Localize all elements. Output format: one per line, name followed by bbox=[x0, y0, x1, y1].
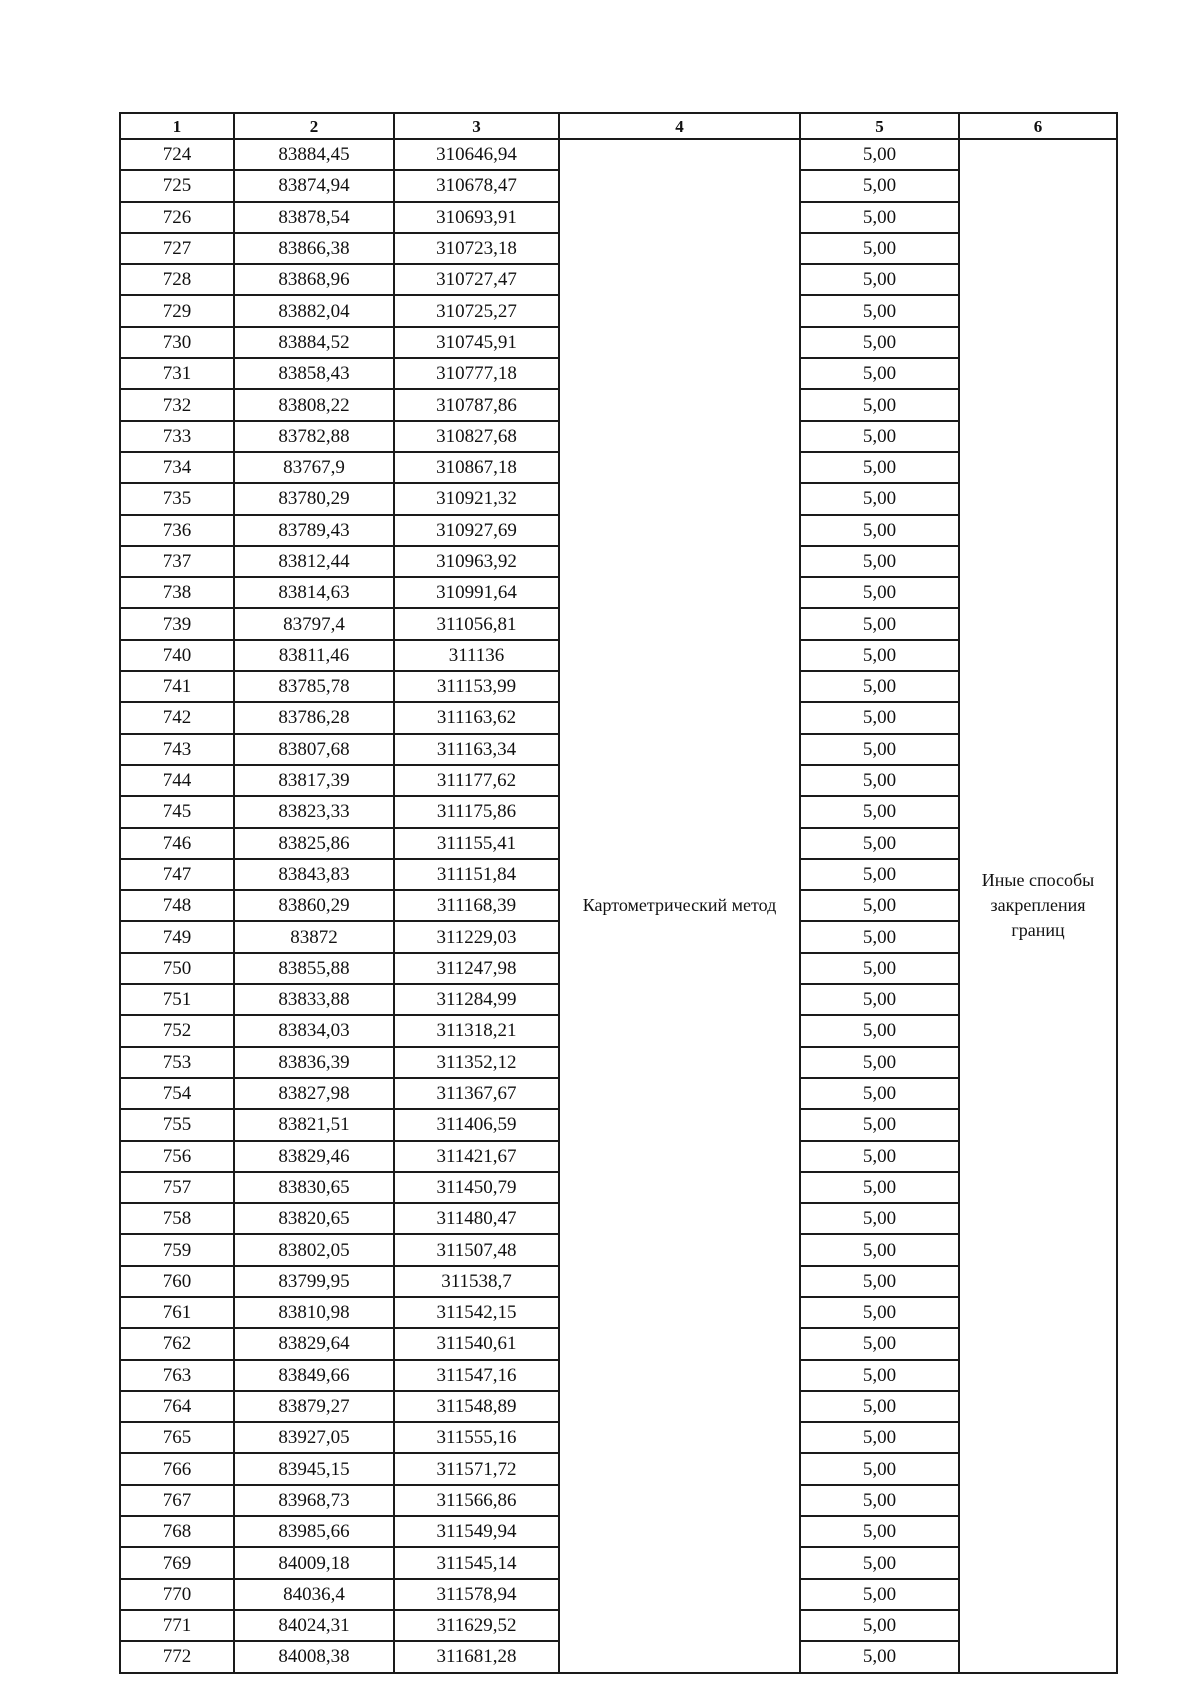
accuracy-cell: 5,00 bbox=[800, 1516, 959, 1547]
coordinate-y-cell: 310921,32 bbox=[394, 483, 559, 514]
coordinate-y-cell: 310693,91 bbox=[394, 202, 559, 233]
coordinate-x-cell: 83817,39 bbox=[234, 765, 394, 796]
coordinate-x-cell: 83866,38 bbox=[234, 233, 394, 264]
accuracy-cell: 5,00 bbox=[800, 1579, 959, 1610]
coordinate-x-cell: 83827,98 bbox=[234, 1078, 394, 1109]
accuracy-cell: 5,00 bbox=[800, 765, 959, 796]
coordinate-x-cell: 83884,52 bbox=[234, 327, 394, 358]
coordinate-x-cell: 83874,94 bbox=[234, 170, 394, 201]
coordinate-y-cell: 310787,86 bbox=[394, 389, 559, 420]
accuracy-cell: 5,00 bbox=[800, 1610, 959, 1641]
point-number-cell: 763 bbox=[120, 1360, 234, 1391]
coordinate-y-cell: 311318,21 bbox=[394, 1015, 559, 1046]
coordinate-y-cell: 311681,28 bbox=[394, 1641, 559, 1672]
point-number-cell: 744 bbox=[120, 765, 234, 796]
coordinate-y-cell: 311177,62 bbox=[394, 765, 559, 796]
point-number-cell: 750 bbox=[120, 953, 234, 984]
accuracy-cell: 5,00 bbox=[800, 859, 959, 890]
table-body bbox=[120, 139, 1117, 1673]
coordinate-x-cell: 84024,31 bbox=[234, 1610, 394, 1641]
coordinate-y-cell: 310646,94 bbox=[394, 139, 559, 170]
coordinate-y-cell: 310867,18 bbox=[394, 452, 559, 483]
point-number-cell: 747 bbox=[120, 859, 234, 890]
accuracy-cell: 5,00 bbox=[800, 734, 959, 765]
coordinate-y-cell: 311450,79 bbox=[394, 1172, 559, 1203]
coordinate-y-cell: 310725,27 bbox=[394, 295, 559, 326]
table-row bbox=[120, 139, 1117, 170]
accuracy-cell: 5,00 bbox=[800, 546, 959, 577]
coordinate-x-cell: 83785,78 bbox=[234, 671, 394, 702]
point-number-cell: 759 bbox=[120, 1234, 234, 1265]
coordinate-y-cell: 311555,16 bbox=[394, 1422, 559, 1453]
point-number-cell: 730 bbox=[120, 327, 234, 358]
point-number-cell: 724 bbox=[120, 139, 234, 170]
coordinate-y-cell: 310963,92 bbox=[394, 546, 559, 577]
column-header-3: 3 bbox=[394, 113, 559, 139]
accuracy-cell: 5,00 bbox=[800, 671, 959, 702]
coordinate-x-cell: 83829,64 bbox=[234, 1328, 394, 1359]
column-header-5: 5 bbox=[800, 113, 959, 139]
point-number-cell: 771 bbox=[120, 1610, 234, 1641]
accuracy-cell: 5,00 bbox=[800, 483, 959, 514]
coordinate-y-cell: 310827,68 bbox=[394, 421, 559, 452]
accuracy-cell: 5,00 bbox=[800, 1422, 959, 1453]
coordinate-x-cell: 83811,46 bbox=[234, 640, 394, 671]
point-number-cell: 738 bbox=[120, 577, 234, 608]
accuracy-cell: 5,00 bbox=[800, 1078, 959, 1109]
coordinate-y-cell: 311175,86 bbox=[394, 796, 559, 827]
point-number-cell: 752 bbox=[120, 1015, 234, 1046]
coordinate-y-cell: 311406,59 bbox=[394, 1109, 559, 1140]
coordinate-y-cell: 311545,14 bbox=[394, 1547, 559, 1578]
accuracy-cell: 5,00 bbox=[800, 1641, 959, 1672]
accuracy-cell: 5,00 bbox=[800, 640, 959, 671]
coordinate-y-cell: 311155,41 bbox=[394, 828, 559, 859]
coordinate-x-cell: 83786,28 bbox=[234, 702, 394, 733]
accuracy-cell: 5,00 bbox=[800, 1360, 959, 1391]
accuracy-cell: 5,00 bbox=[800, 389, 959, 420]
point-number-cell: 770 bbox=[120, 1579, 234, 1610]
coordinate-x-cell: 83797,4 bbox=[234, 608, 394, 639]
accuracy-cell: 5,00 bbox=[800, 1141, 959, 1172]
point-number-cell: 760 bbox=[120, 1266, 234, 1297]
coordinate-y-cell: 311163,34 bbox=[394, 734, 559, 765]
coordinate-x-cell: 83927,05 bbox=[234, 1422, 394, 1453]
point-number-cell: 757 bbox=[120, 1172, 234, 1203]
point-number-cell: 769 bbox=[120, 1547, 234, 1578]
coordinate-y-cell: 311538,7 bbox=[394, 1266, 559, 1297]
coordinate-x-cell: 83985,66 bbox=[234, 1516, 394, 1547]
point-number-cell: 725 bbox=[120, 170, 234, 201]
coordinate-y-cell: 311056,81 bbox=[394, 608, 559, 639]
coordinate-x-cell: 83868,96 bbox=[234, 264, 394, 295]
coordinate-x-cell: 83782,88 bbox=[234, 421, 394, 452]
coordinate-y-cell: 311163,62 bbox=[394, 702, 559, 733]
coordinate-y-cell: 310723,18 bbox=[394, 233, 559, 264]
coordinate-x-cell: 83836,39 bbox=[234, 1047, 394, 1078]
accuracy-cell: 5,00 bbox=[800, 515, 959, 546]
coordinate-x-cell: 83799,95 bbox=[234, 1266, 394, 1297]
accuracy-cell: 5,00 bbox=[800, 1015, 959, 1046]
accuracy-cell: 5,00 bbox=[800, 327, 959, 358]
coordinate-x-cell: 83945,15 bbox=[234, 1453, 394, 1484]
accuracy-cell: 5,00 bbox=[800, 1203, 959, 1234]
accuracy-cell: 5,00 bbox=[800, 358, 959, 389]
coordinate-x-cell: 83872 bbox=[234, 921, 394, 952]
coordinate-x-cell: 83812,44 bbox=[234, 546, 394, 577]
header-row bbox=[120, 113, 1117, 139]
coordinate-y-cell: 311548,89 bbox=[394, 1391, 559, 1422]
accuracy-cell: 5,00 bbox=[800, 608, 959, 639]
accuracy-cell: 5,00 bbox=[800, 796, 959, 827]
coordinate-x-cell: 84036,4 bbox=[234, 1579, 394, 1610]
coordinate-x-cell: 84009,18 bbox=[234, 1547, 394, 1578]
coordinate-x-cell: 83810,98 bbox=[234, 1297, 394, 1328]
coordinate-y-cell: 311247,98 bbox=[394, 953, 559, 984]
accuracy-cell: 5,00 bbox=[800, 233, 959, 264]
point-number-cell: 756 bbox=[120, 1141, 234, 1172]
coordinate-x-cell: 83789,43 bbox=[234, 515, 394, 546]
accuracy-cell: 5,00 bbox=[800, 1047, 959, 1078]
accuracy-cell: 5,00 bbox=[800, 921, 959, 952]
coordinate-x-cell: 84008,38 bbox=[234, 1641, 394, 1672]
coordinate-x-cell: 83780,29 bbox=[234, 483, 394, 514]
coordinate-y-cell: 311547,16 bbox=[394, 1360, 559, 1391]
coordinate-y-cell: 311578,94 bbox=[394, 1579, 559, 1610]
point-number-cell: 734 bbox=[120, 452, 234, 483]
coordinate-x-cell: 83814,63 bbox=[234, 577, 394, 608]
coordinate-y-cell: 311367,67 bbox=[394, 1078, 559, 1109]
accuracy-cell: 5,00 bbox=[800, 139, 959, 170]
coordinate-y-cell: 311629,52 bbox=[394, 1610, 559, 1641]
point-number-cell: 737 bbox=[120, 546, 234, 577]
point-number-cell: 755 bbox=[120, 1109, 234, 1140]
point-number-cell: 733 bbox=[120, 421, 234, 452]
coordinate-x-cell: 83843,83 bbox=[234, 859, 394, 890]
accuracy-cell: 5,00 bbox=[800, 1297, 959, 1328]
coordinate-x-cell: 83767,9 bbox=[234, 452, 394, 483]
accuracy-cell: 5,00 bbox=[800, 1547, 959, 1578]
point-number-cell: 765 bbox=[120, 1422, 234, 1453]
accuracy-cell: 5,00 bbox=[800, 1453, 959, 1484]
coordinate-x-cell: 83833,88 bbox=[234, 984, 394, 1015]
coordinate-x-cell: 83860,29 bbox=[234, 890, 394, 921]
point-number-cell: 745 bbox=[120, 796, 234, 827]
point-number-cell: 764 bbox=[120, 1391, 234, 1422]
coordinate-x-cell: 83829,46 bbox=[234, 1141, 394, 1172]
coordinate-x-cell: 83802,05 bbox=[234, 1234, 394, 1265]
point-number-cell: 753 bbox=[120, 1047, 234, 1078]
accuracy-cell: 5,00 bbox=[800, 421, 959, 452]
point-number-cell: 748 bbox=[120, 890, 234, 921]
coordinate-x-cell: 83808,22 bbox=[234, 389, 394, 420]
method-cell: Картометрический метод bbox=[559, 139, 800, 1673]
accuracy-cell: 5,00 bbox=[800, 577, 959, 608]
coordinate-y-cell: 310991,64 bbox=[394, 577, 559, 608]
fixing-method-line: границ bbox=[1011, 920, 1065, 941]
coordinate-y-cell: 310745,91 bbox=[394, 327, 559, 358]
coordinate-x-cell: 83830,65 bbox=[234, 1172, 394, 1203]
point-number-cell: 732 bbox=[120, 389, 234, 420]
coordinate-x-cell: 83879,27 bbox=[234, 1391, 394, 1422]
coordinate-x-cell: 83807,68 bbox=[234, 734, 394, 765]
coordinate-x-cell: 83882,04 bbox=[234, 295, 394, 326]
accuracy-cell: 5,00 bbox=[800, 202, 959, 233]
coordinate-y-cell: 310927,69 bbox=[394, 515, 559, 546]
column-header-6: 6 bbox=[959, 113, 1117, 139]
coordinate-x-cell: 83821,51 bbox=[234, 1109, 394, 1140]
point-number-cell: 754 bbox=[120, 1078, 234, 1109]
accuracy-cell: 5,00 bbox=[800, 1172, 959, 1203]
fixing-method-cell bbox=[959, 139, 1117, 1673]
coordinate-y-cell: 311507,48 bbox=[394, 1234, 559, 1265]
coordinates-table bbox=[119, 112, 1118, 1674]
accuracy-cell: 5,00 bbox=[800, 1328, 959, 1359]
coordinate-x-cell: 83968,73 bbox=[234, 1485, 394, 1516]
point-number-cell: 726 bbox=[120, 202, 234, 233]
fixing-method-line: Иные способы bbox=[981, 869, 1095, 890]
point-number-cell: 761 bbox=[120, 1297, 234, 1328]
coordinate-x-cell: 83878,54 bbox=[234, 202, 394, 233]
point-number-cell: 727 bbox=[120, 233, 234, 264]
point-number-cell: 731 bbox=[120, 358, 234, 389]
accuracy-cell: 5,00 bbox=[800, 984, 959, 1015]
coordinate-y-cell: 311549,94 bbox=[394, 1516, 559, 1547]
coordinate-y-cell: 311352,12 bbox=[394, 1047, 559, 1078]
point-number-cell: 743 bbox=[120, 734, 234, 765]
point-number-cell: 758 bbox=[120, 1203, 234, 1234]
point-number-cell: 739 bbox=[120, 608, 234, 639]
coordinate-y-cell: 311136 bbox=[394, 640, 559, 671]
column-header-2: 2 bbox=[234, 113, 394, 139]
accuracy-cell: 5,00 bbox=[800, 1234, 959, 1265]
point-number-cell: 746 bbox=[120, 828, 234, 859]
coordinate-y-cell: 311480,47 bbox=[394, 1203, 559, 1234]
coordinate-x-cell: 83855,88 bbox=[234, 953, 394, 984]
column-header-4: 4 bbox=[559, 113, 800, 139]
coordinate-y-cell: 311421,67 bbox=[394, 1141, 559, 1172]
point-number-cell: 749 bbox=[120, 921, 234, 952]
point-number-cell: 766 bbox=[120, 1453, 234, 1484]
coordinate-y-cell: 310727,47 bbox=[394, 264, 559, 295]
point-number-cell: 740 bbox=[120, 640, 234, 671]
point-number-cell: 742 bbox=[120, 702, 234, 733]
accuracy-cell: 5,00 bbox=[800, 1391, 959, 1422]
coordinate-x-cell: 83849,66 bbox=[234, 1360, 394, 1391]
coordinate-y-cell: 311153,99 bbox=[394, 671, 559, 702]
point-number-cell: 736 bbox=[120, 515, 234, 546]
point-number-cell: 751 bbox=[120, 984, 234, 1015]
column-header-1: 1 bbox=[120, 113, 234, 139]
accuracy-cell: 5,00 bbox=[800, 1109, 959, 1140]
fixing-method-line: закрепления bbox=[990, 895, 1086, 916]
coordinate-x-cell: 83858,43 bbox=[234, 358, 394, 389]
coordinate-x-cell: 83825,86 bbox=[234, 828, 394, 859]
coordinate-x-cell: 83820,65 bbox=[234, 1203, 394, 1234]
point-number-cell: 735 bbox=[120, 483, 234, 514]
coordinate-y-cell: 311151,84 bbox=[394, 859, 559, 890]
accuracy-cell: 5,00 bbox=[800, 953, 959, 984]
coordinate-y-cell: 310678,47 bbox=[394, 170, 559, 201]
accuracy-cell: 5,00 bbox=[800, 1485, 959, 1516]
accuracy-cell: 5,00 bbox=[800, 295, 959, 326]
coordinate-x-cell: 83834,03 bbox=[234, 1015, 394, 1046]
coordinate-y-cell: 311571,72 bbox=[394, 1453, 559, 1484]
point-number-cell: 741 bbox=[120, 671, 234, 702]
accuracy-cell: 5,00 bbox=[800, 170, 959, 201]
table-header bbox=[120, 113, 1117, 139]
coordinate-y-cell: 311168,39 bbox=[394, 890, 559, 921]
accuracy-cell: 5,00 bbox=[800, 890, 959, 921]
coordinate-y-cell: 311229,03 bbox=[394, 921, 559, 952]
accuracy-cell: 5,00 bbox=[800, 828, 959, 859]
coordinate-y-cell: 311540,61 bbox=[394, 1328, 559, 1359]
coordinate-x-cell: 83823,33 bbox=[234, 796, 394, 827]
accuracy-cell: 5,00 bbox=[800, 702, 959, 733]
coordinate-y-cell: 311542,15 bbox=[394, 1297, 559, 1328]
coordinate-y-cell: 311566,86 bbox=[394, 1485, 559, 1516]
coordinate-y-cell: 310777,18 bbox=[394, 358, 559, 389]
point-number-cell: 768 bbox=[120, 1516, 234, 1547]
accuracy-cell: 5,00 bbox=[800, 264, 959, 295]
point-number-cell: 728 bbox=[120, 264, 234, 295]
point-number-cell: 772 bbox=[120, 1641, 234, 1672]
point-number-cell: 767 bbox=[120, 1485, 234, 1516]
point-number-cell: 762 bbox=[120, 1328, 234, 1359]
point-number-cell: 729 bbox=[120, 295, 234, 326]
accuracy-cell: 5,00 bbox=[800, 1266, 959, 1297]
coordinate-y-cell: 311284,99 bbox=[394, 984, 559, 1015]
accuracy-cell: 5,00 bbox=[800, 452, 959, 483]
coordinate-x-cell: 83884,45 bbox=[234, 139, 394, 170]
